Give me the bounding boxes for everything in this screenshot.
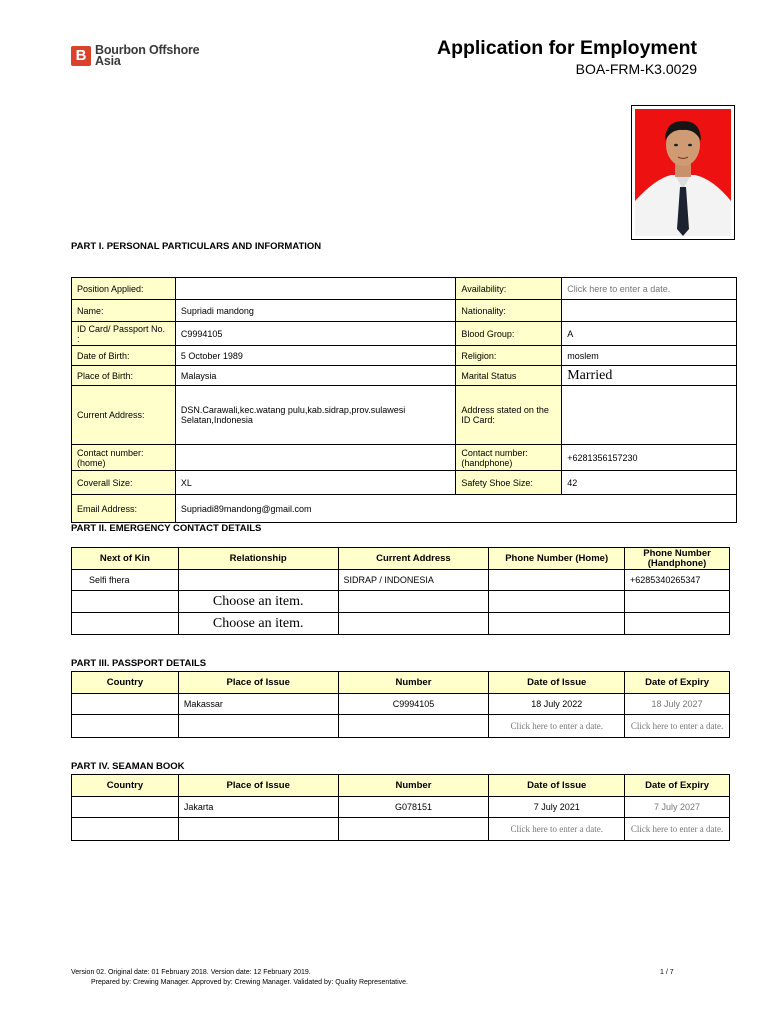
emergency-contact-table (71, 547, 730, 635)
col-header: Date of Expiry (625, 775, 730, 797)
date-picker-field[interactable]: Click here to enter a date. (489, 715, 625, 738)
logo-text (95, 45, 199, 67)
home-phone-field[interactable] (175, 445, 456, 471)
id-address-field[interactable] (562, 386, 737, 445)
date-picker-field[interactable]: Click here to enter a date. (625, 818, 730, 841)
date-picker-field[interactable]: Click here to enter a date. (625, 715, 730, 738)
id-address-label: Address stated on the ID Card: (456, 386, 562, 445)
religion-label: Religion: (456, 346, 562, 366)
passport-table (71, 671, 730, 738)
table-cell[interactable]: 7 July 2021 (489, 797, 625, 818)
home-phone-label: Contact number: (home) (72, 445, 176, 471)
table-cell[interactable] (625, 591, 730, 613)
coverall-field[interactable]: XL (175, 471, 456, 495)
table-cell[interactable] (72, 797, 179, 818)
applicant-photo (635, 109, 731, 236)
table-cell[interactable] (489, 613, 625, 635)
table-cell[interactable] (338, 715, 489, 738)
col-header: Number (338, 775, 489, 797)
col-header: Place of Issue (178, 672, 338, 694)
handphone-field[interactable]: +6281356157230 (562, 445, 737, 471)
position-label: Position Applied: (72, 278, 176, 300)
footer-approval: Prepared by: Crewing Manager. Approved by: Crewing Manager. Validated by: Quality Representative. (91, 979, 408, 986)
id-label: ID Card/ Passport No. : (72, 322, 176, 346)
table-cell[interactable] (338, 818, 489, 841)
col-header: Number (338, 672, 489, 694)
table-cell[interactable] (72, 818, 179, 841)
table-cell[interactable] (625, 613, 730, 635)
page-title: Application for Employment (436, 37, 697, 59)
company-logo (71, 45, 199, 67)
table-cell[interactable]: C9994105 (338, 694, 489, 715)
relationship-dropdown[interactable]: Choose an item. (178, 591, 338, 613)
email-field[interactable]: Supriadi89mandong@gmail.com (175, 495, 736, 523)
availability-label: Availability: (456, 278, 562, 300)
date-picker-field[interactable]: Click here to enter a date. (489, 818, 625, 841)
email-label: Email Address: (72, 495, 176, 523)
position-field[interactable] (175, 278, 456, 300)
table-cell[interactable]: 18 July 2027 (625, 694, 730, 715)
logo-mark-icon (71, 46, 91, 66)
handphone-label: Contact number: (handphone) (456, 445, 562, 471)
table-row (72, 591, 730, 613)
coverall-label: Coverall Size: (72, 471, 176, 495)
table-cell[interactable]: Jakarta (178, 797, 338, 818)
table-cell[interactable]: 7 July 2027 (625, 797, 730, 818)
table-cell[interactable]: G078151 (338, 797, 489, 818)
blood-label: Blood Group: (456, 322, 562, 346)
table-cell[interactable] (178, 715, 338, 738)
col-header: Date of Expiry (625, 672, 730, 694)
address-label: Current Address: (72, 386, 176, 445)
logo-letter: B (75, 47, 87, 64)
personal-particulars-table (71, 277, 737, 523)
col-header: Current Address (338, 548, 489, 570)
name-field[interactable]: Supriadi mandong (175, 300, 456, 322)
table-cell[interactable] (338, 591, 489, 613)
part4-title: PART IV. SEAMAN BOOK (71, 761, 185, 772)
table-cell[interactable] (489, 570, 625, 591)
table-cell[interactable] (72, 613, 179, 635)
table-cell[interactable] (489, 591, 625, 613)
part3-title: PART III. PASSPORT DETAILS (71, 658, 207, 669)
shoe-label: Safety Shoe Size: (456, 471, 562, 495)
table-row (72, 613, 730, 635)
blood-field[interactable]: A (562, 322, 737, 346)
table-cell[interactable]: SIDRAP / INDONESIA (338, 570, 489, 591)
table-row (72, 570, 730, 591)
marital-label: Marital Status (456, 366, 562, 386)
table-row (72, 797, 730, 818)
table-cell[interactable]: +6285340265347 (625, 570, 730, 591)
pob-field[interactable]: Malaysia (175, 366, 456, 386)
table-cell[interactable] (72, 694, 179, 715)
logo-line1: Bourbon Offshore (95, 43, 200, 57)
religion-field[interactable]: moslem (562, 346, 737, 366)
page-number: 1 / 7 (660, 969, 674, 976)
col-header: Country (72, 672, 179, 694)
table-row (72, 715, 730, 738)
shoe-field[interactable]: 42 (562, 471, 737, 495)
applicant-photo-frame (631, 105, 735, 240)
col-header: Date of Issue (489, 775, 625, 797)
table-cell[interactable]: Selfi fhera (72, 570, 179, 591)
footer-version: Version 02. Original date: 01 February 2018. Version date: 12 February 2019. (71, 969, 311, 976)
col-header: Place of Issue (178, 775, 338, 797)
col-header: Phone Number (Handphone) (625, 548, 730, 570)
nationality-label: Nationality: (456, 300, 562, 322)
table-cell[interactable] (178, 818, 338, 841)
table-cell[interactable] (338, 613, 489, 635)
col-header: Next of Kin (72, 548, 179, 570)
name-label: Name: (72, 300, 176, 322)
col-header: Date of Issue (489, 672, 625, 694)
id-field[interactable]: C9994105 (175, 322, 456, 346)
table-cell[interactable] (178, 570, 338, 591)
address-field[interactable]: DSN.Carawali,kec.watang pulu,kab.sidrap,prov.sulawesi Selatan,Indonesia (175, 386, 456, 445)
nationality-field[interactable] (562, 300, 737, 322)
availability-field[interactable]: Click here to enter a date. (562, 278, 737, 300)
relationship-dropdown[interactable]: Choose an item. (178, 613, 338, 635)
table-cell[interactable]: 18 July 2022 (489, 694, 625, 715)
col-header: Country (72, 775, 179, 797)
table-cell[interactable] (72, 591, 179, 613)
col-header: Relationship (178, 548, 338, 570)
form-code: BOA-FRM-K3.0029 (575, 61, 697, 77)
pob-label: Place of Birth: (72, 366, 176, 386)
logo-line2: Asia (95, 54, 121, 68)
table-cell[interactable] (72, 715, 179, 738)
part1-title: PART I. PERSONAL PARTICULARS AND INFORMATION (71, 241, 322, 252)
marital-field[interactable]: Married (562, 366, 737, 386)
table-cell[interactable]: Makassar (178, 694, 338, 715)
seaman-book-table (71, 774, 730, 841)
dob-field[interactable]: 5 October 1989 (175, 346, 456, 366)
dob-label: Date of Birth: (72, 346, 176, 366)
col-header: Phone Number (Home) (489, 548, 625, 570)
part2-title: PART II. EMERGENCY CONTACT DETAILS (71, 523, 262, 534)
table-row (72, 818, 730, 841)
table-row (72, 694, 730, 715)
